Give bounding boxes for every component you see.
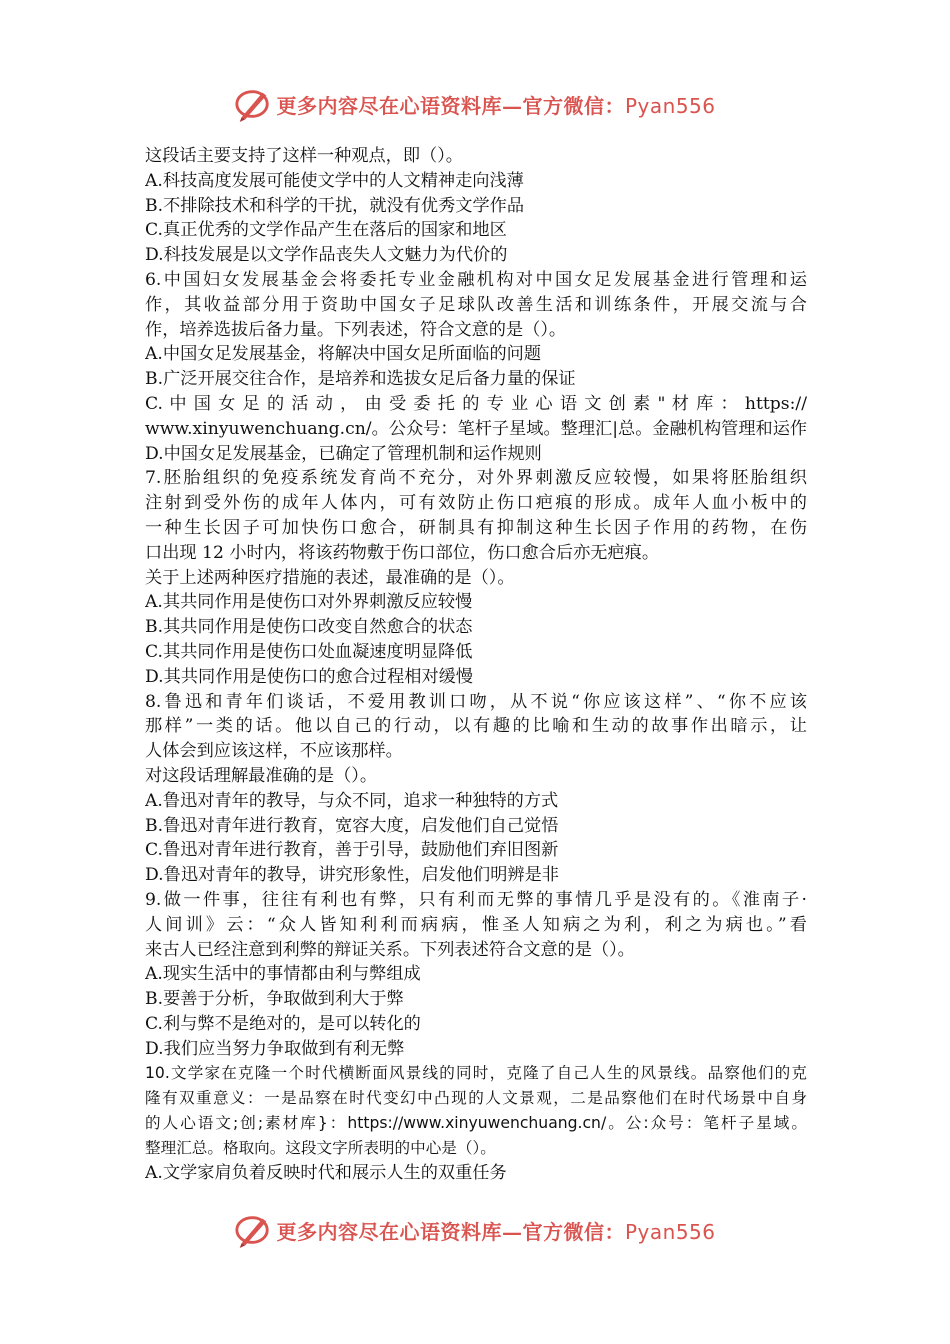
text-line: 人体会到应该这样，不应该那样。 — [145, 741, 403, 762]
text-line: D.鲁迅对青年的教导，讲究形象性，启发他们明辨是非 — [145, 865, 559, 886]
text-line: 关于上述两种医疗措施的表述，最准确的是（）。 — [145, 567, 515, 588]
text-line: C.真正优秀的文学作品产生在落后的国家和地区 — [145, 220, 507, 241]
text-line: D.科技发展是以文学作品丧失人文魅力为代价的 — [145, 245, 508, 266]
pen-logo-icon — [234, 85, 272, 123]
text-line: 7.胚胎组织的免疫系统发育尚不充分，对外界刺激反应较慢，如果将胚胎组织 — [145, 468, 807, 489]
text-line: 这段话主要支持了这样一种观点，即（）。 — [145, 146, 463, 166]
text-line: www.xinyuwenchuang.cn/。公众号：笔杆子星域。整理汇|总。金融机构管理和运作 — [145, 418, 807, 439]
document-body — [145, 144, 807, 1185]
text-line: A.鲁迅对青年的教导，与众不同，追求一种独特的方式 — [145, 790, 559, 811]
text-line: A.现实生活中的事情都由利与弊组成 — [145, 964, 421, 985]
text-line: A.科技高度发展可能使文学中的人文精神走向浅薄 — [145, 170, 524, 191]
text-line: B.其共同作用是使伤口改变自然愈合的状态 — [145, 617, 473, 638]
text-line: B.不排除技术和科学的干扰，就没有优秀文学作品 — [145, 195, 525, 216]
text-line: C. 中 国 女 足 的 活 动 ， 由 受 委 托 的 专 业 心 语 文 创 素 " 材 库 ： https:// — [145, 393, 807, 414]
text-line: 口出现 12 小时内，将该药物敷于伤口部位，伤口愈合后亦无疤痕。 — [145, 542, 660, 563]
text-line: A.其共同作用是使伤口对外界刺激反应较慢 — [145, 592, 473, 613]
text-line: 一种生长因子可加快伤口愈合，研制具有抑制这种生长因子作用的药物，在伤 — [145, 517, 807, 538]
watermark-banner-top — [0, 82, 950, 126]
text-line: 来古人已经注意到利弊的辩证关系。下列表述符合文意的是（）。 — [145, 939, 635, 960]
text-line: A.文学家肩负着反映时代和展示人生的双重任务 — [145, 1162, 507, 1183]
text-line: 对这段话理解最准确的是（）。 — [145, 765, 378, 786]
watermark-banner-bottom — [0, 1208, 950, 1252]
text-line: A.中国女足发展基金，将解决中国女足所面临的问题 — [145, 344, 542, 365]
text-line: 人间训》云：“众人皆知利利而病病，惟圣人知病之为利，利之为病也。”看 — [145, 914, 807, 935]
text-line: 10.文学家在克隆一个时代横断面风景线的同时，克隆了自己人生的风景线。品察他们的克 — [145, 1064, 807, 1083]
text-line: 6.中国妇女发展基金会将委托专业金融机构对中国女足发展基金进行管理和运 — [145, 269, 807, 290]
text-line: D.其共同作用是使伤口的愈合过程相对缓慢 — [145, 666, 474, 687]
text-line: 隆有双重意义：一是品察在时代变幻中凸现的人文景观，二是品察他们在时代场景中自身 — [145, 1089, 807, 1108]
text-line: D.我们应当努力争取做到有利无弊 — [145, 1038, 405, 1059]
watermark-text: 更多内容尽在心语资料库—官方微信：Pyan556 — [276, 1219, 716, 1244]
text-line: 注射到受外伤的成年人体内，可有效防止伤口疤痕的形成。成年人血小板中的 — [145, 493, 807, 514]
text-line: C.利与弊不是绝对的，是可以转化的 — [145, 1013, 421, 1034]
text-line: B.广泛开展交往合作，是培养和选拔女足后备力量的保证 — [145, 369, 576, 390]
text-line: 那样”一类的话。他以自己的行动，以有趣的比喻和生动的故事作出暗示，让 — [145, 716, 807, 737]
text-line: 整理汇总。格取向。这段文字所表明的中心是（）。 — [145, 1138, 496, 1157]
text-line: 8.鲁迅和青年们谈话，不爱用教训口吻，从不说“你应该这样”、“你不应该 — [145, 691, 807, 712]
pen-logo-icon — [234, 1211, 272, 1249]
text-line: D.中国女足发展基金，已确定了管理机制和运作规则 — [145, 443, 542, 464]
text-line: 的人心语文;创;素材库}：https://www.xinyuwenchuang.cn/。公:众号：笔杆子星域。 — [145, 1114, 807, 1133]
watermark-text: 更多内容尽在心语资料库—官方微信：Pyan556 — [276, 93, 716, 118]
text-line: B.鲁迅对青年进行教育，宽容大度，启发他们自己觉悟 — [145, 815, 559, 836]
text-line: 作，培养选拔后备力量。下列表述，符合文意的是（）。 — [145, 319, 567, 340]
text-line: C.其共同作用是使伤口处血凝速度明显降低 — [145, 641, 473, 662]
text-line: C.鲁迅对青年进行教育，善于引导，鼓励他们弃旧图新 — [145, 840, 559, 861]
text-line: 作，其收益部分用于资助中国女子足球队改善生活和训练条件，开展交流与合 — [145, 294, 807, 315]
text-line: 9.做一件事，往往有利也有弊，只有利而无弊的事情几乎是没有的。《淮南子· — [145, 889, 807, 910]
text-line: B.要善于分析，争取做到利大于弊 — [145, 989, 404, 1010]
